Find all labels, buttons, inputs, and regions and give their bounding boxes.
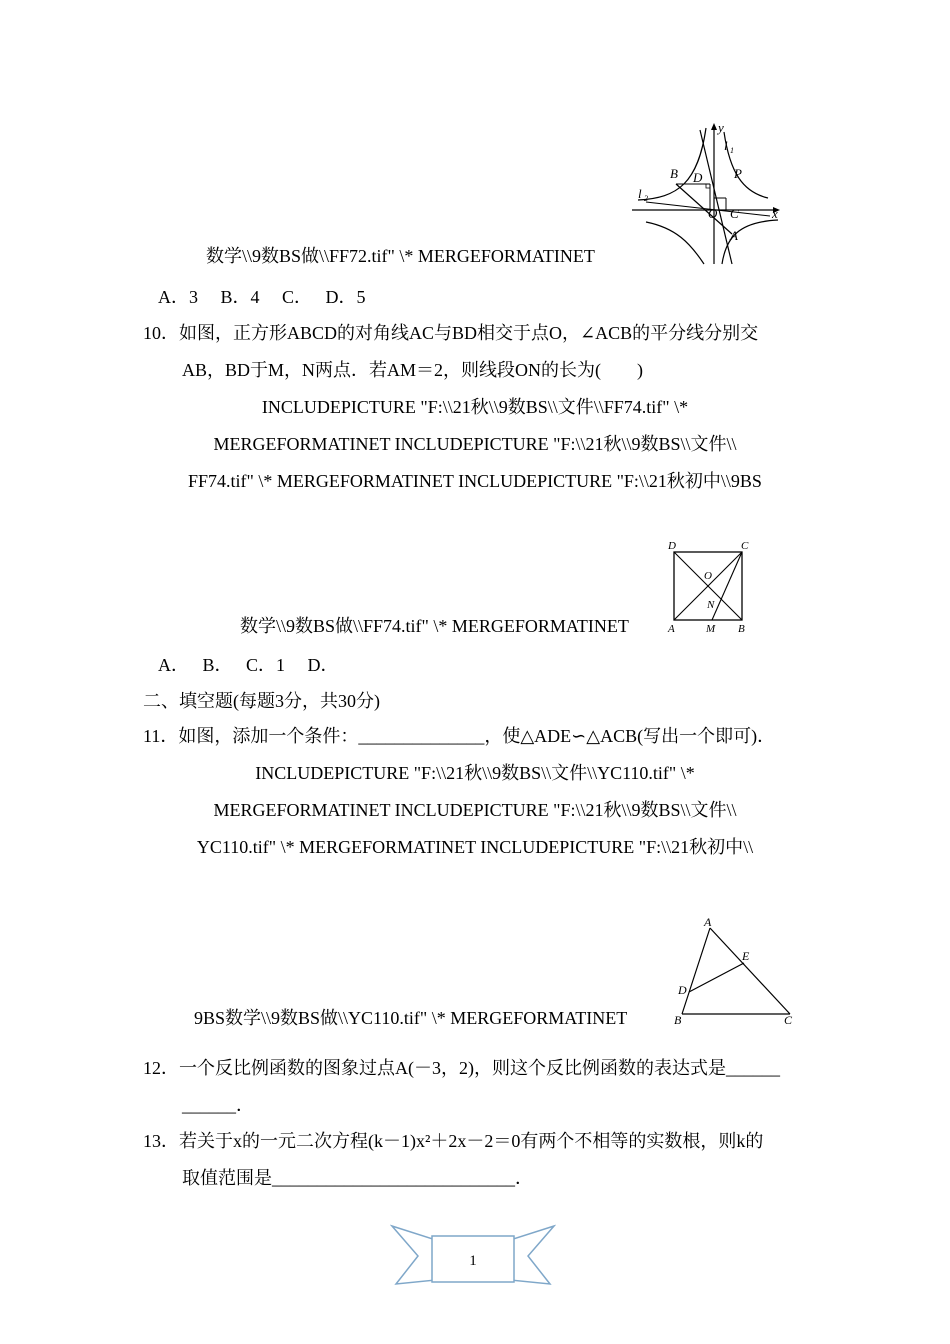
label-E: E [742,949,750,963]
page-number: 1 [469,1253,477,1269]
label-C: C [730,206,739,221]
y-axis-arrow [711,123,717,130]
label-y: y [718,120,724,135]
q10-line2: AB，BD于M，N两点．若AM＝2，则线段ON的长为( ) [182,360,644,380]
label-l2-sub: 2 [644,194,648,203]
label-N: N [707,599,715,611]
q9-figure [628,118,790,266]
segment-ba [676,184,732,234]
q12-line2: ______． [182,1095,254,1115]
banner-ribbon-right [510,1226,554,1284]
label-M: M [706,623,716,635]
q10-include3: FF74.tif" \* MERGEFORMATINET INCLUDEPICTURE "F:\\21秋初中\\9BS [188,471,762,491]
q13-line2: 取值范围是___________________________． [182,1168,533,1188]
section2-title: 二、填空题(每题3分，共30分) [143,691,380,711]
label-l2: l [638,186,642,201]
q11-include1: INCLUDEPICTURE "F:\\21秋\\9数BS\\文件\\YC110.tif" \* [255,763,695,783]
q13-line1: 13．若关于x的一元二次方程(k－1)x²＋2x－2＝0有两个不相等的实数根，则k的 [143,1131,764,1151]
q10-options: A． B． C．1 D． [158,655,339,675]
label-C: C [741,540,749,552]
hyperbola-q2 [638,128,706,200]
q11-line1: 11．如图，添加一个条件：______________，使△ADE∽△ACB(写出一个即可)． [143,726,776,746]
label-B: B [738,623,745,635]
label-x: x [772,206,778,221]
label-B: B [670,166,678,181]
right-angle-mark [706,184,710,188]
label-A: A [704,915,712,929]
side-ac [710,928,790,1014]
q10-figure-caption: 数学\\9数BS做\\FF74.tif" \* MERGEFORMATINET [240,616,629,636]
side-ab [682,928,710,1014]
label-C: C [784,1013,793,1027]
hyperbola-q3 [646,222,704,264]
banner-ribbon-left [392,1226,436,1284]
page-number-banner [390,1222,556,1288]
label-D: D [693,170,703,185]
q10-include1: INCLUDEPICTURE "F:\\21秋\\9数BS\\文件\\FF74.tif" \* [261,397,689,417]
q11-include3: YC110.tif" \* MERGEFORMATINET INCLUDEPICTURE "F:\\21秋初中\\ [196,837,754,857]
q9-options: A．3 B．4 C． D．5 [158,287,366,307]
q10-include2: MERGEFORMATINET INCLUDEPICTURE "F:\\21秋\\9数BS\\文件\\ [213,434,737,454]
q11-figure-caption: 9BS数学\\9数BS做\\YC110.tif" \* MERGEFORMATINET [194,1008,628,1028]
q9-figure-caption: 数学\\9数BS做\\FF72.tif" \* MERGEFORMATINET [206,246,595,266]
label-O: O [708,206,718,221]
label-A: A [668,623,675,635]
q11-include2: MERGEFORMATINET INCLUDEPICTURE "F:\\21秋\\9数BS\\文件\\ [213,800,737,820]
q10-figure [664,538,754,638]
q12-line1: 12．一个反比例函数的图象过点A(－3，2)，则这个反比例函数的表达式是______ [143,1058,780,1078]
bisector-cm [712,552,742,620]
label-P: P [734,166,742,181]
label-l1-sub: 1 [730,146,734,155]
hyperbola-q1 [724,132,768,198]
label-A: A [730,228,738,243]
q10-line1: 10．如图，正方形ABCD的对角线AC与BD相交于点O，∠ACB的平分线分别交 [143,323,759,343]
label-O: O [704,570,712,582]
q11-figure [670,914,800,1030]
label-D: D [678,983,687,997]
label-l1: l [724,138,728,153]
label-B: B [674,1013,682,1027]
label-D: D [668,540,676,552]
